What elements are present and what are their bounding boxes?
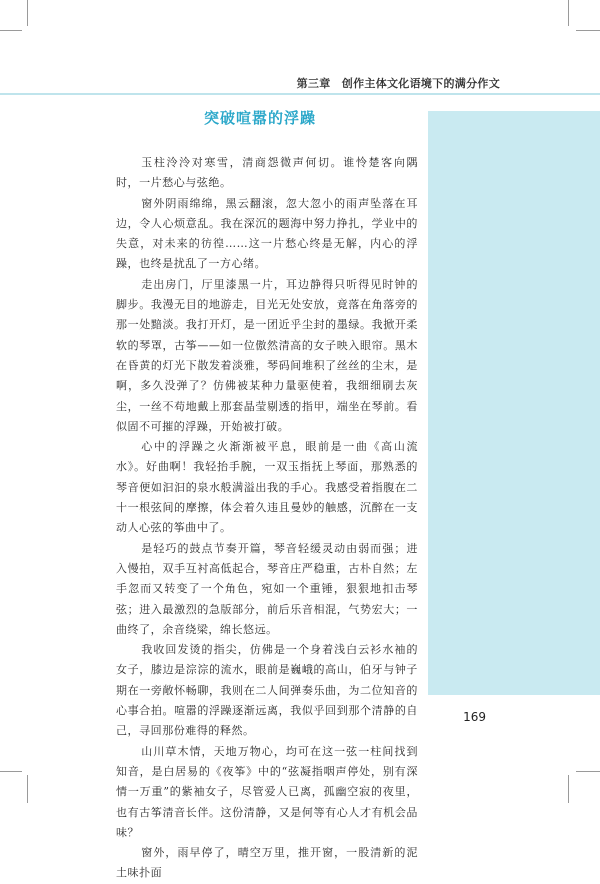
crop-mark: [27, 0, 28, 26]
paragraph: 窗外，雨早停了，晴空万里，推开窗，一股清新的泥土味扑面: [116, 846, 418, 880]
paragraph: 心中的浮躁之火渐渐被平息，眼前是一曲《高山流水》。好曲啊！我轻抬手腕，一双玉指抚上琴面，那熟悉的琴音便如汩汩的泉水般满溢出我的手心。我感受着指腹在二十一根弦间的摩擦，体会着久违且曼妙的触感，沉醉在一支动人心弦的筝曲中了。: [116, 440, 418, 535]
crop-mark: [0, 30, 22, 31]
article-title: 突破喧嚣的浮躁: [203, 109, 316, 127]
crop-mark: [576, 30, 600, 31]
paragraph: 走出房门，厅里漆黑一片，耳边静得只听得见时钟的脚步。我漫无目的地游走，目光无处安放，竟落在角落旁的那一处黯淡。我打开灯，是一团近乎尘封的墨绿。我掀开柔软的琴罩，古筝——如一位傲然清高的女子映入眼帘。黑木在昏黄的灯光下散发着淡雅，琴码间堆积了丝丝的尘末，是啊，多久没弹了？仿佛被某种力量驱使着，我细细刷去灰尘，一丝不苟地戴上那套晶莹剔透的指甲，端坐在琴前。看似固不可摧的浮躁，开始被打破。: [116, 277, 418, 433]
crop-mark: [0, 771, 22, 772]
crop-mark: [568, 775, 569, 803]
paragraph: 我收回发烫的指尖，仿佛是一个身着浅白云衫水袖的女子，膝边是淙淙的流水，眼前是巍峨的高山，伯牙与钟子期在一旁敞怀畅聊，我则在二人间弹奏乐曲，为二位知音的心事合拍。喧嚣的浮躁逐渐远离，我似乎回到那个清静的自己，寻回那份难得的释然。: [116, 643, 418, 738]
crop-mark: [568, 0, 569, 26]
article-body: [116, 153, 418, 884]
paragraph: 是轻巧的鼓点节奏开篇，琴音轻缓灵动由弱而强；进入慢拍，双手互衬高低起合，琴音庄严稳重，古朴自然；左手忽而又转变了一个角色，宛如一个重锤，狠狠地扣击琴弦；进入最激烈的急版部分，前后乐音相混，气势宏大；一曲终了，余音绕梁，绵长悠远。: [116, 541, 418, 636]
paragraph: 玉柱泠泠对寒雪，清商怨微声何切。谁怜楚客向隅时，一片愁心与弦绝。: [116, 156, 418, 190]
paragraph: 窗外阴雨绵绵，黑云翻滚，忽大忽小的雨声坠落在耳边，令人心烦意乱。我在深沉的题海中努力挣扎，学业中的失意，对未来的彷徨……这一片愁心终是无解，内心的浮躁，也终是扰乱了一方心绪。: [116, 196, 418, 271]
paragraph: 山川草木情，天地万物心，均可在这一弦一柱间找到知音，是白居易的《夜筝》中的“弦凝指咽声停处，别有深情一万重”的紫袖女子，尽管爱人已离，孤幽空寂的夜里，也有古筝清音长伴。这份清静，又是何等有心人才有机会品味？: [116, 744, 418, 839]
page-number: 169: [463, 710, 486, 724]
header-divider: [0, 93, 600, 95]
side-panel: [428, 111, 600, 695]
crop-mark: [576, 771, 600, 772]
crop-mark: [27, 775, 28, 803]
chapter-header: 第三章 创作主体文化语境下的满分作文: [296, 77, 500, 90]
